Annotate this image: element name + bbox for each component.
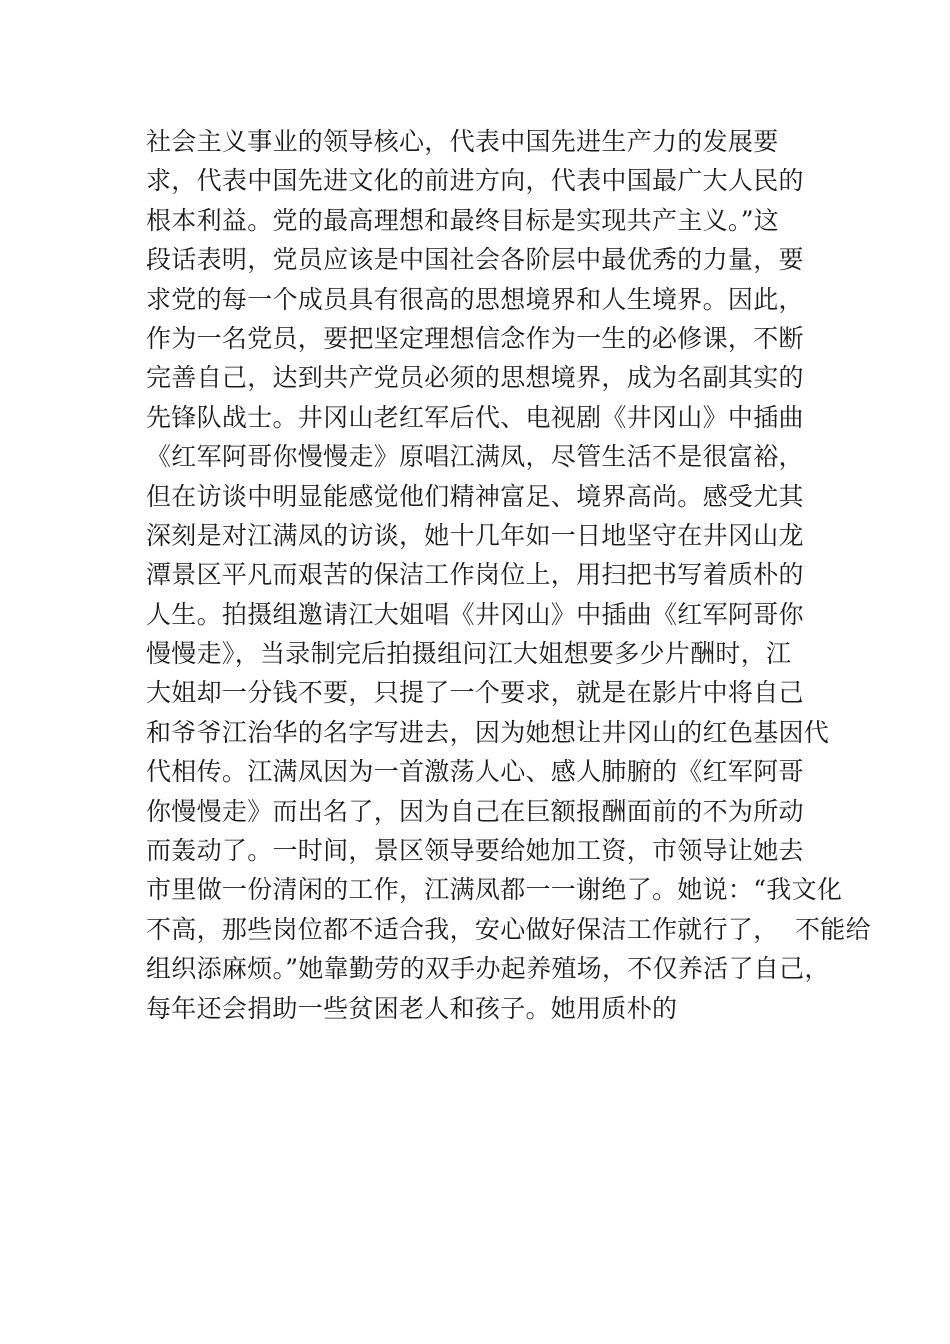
text-line: 慢慢走》，当录制完后拍摄组问江大姐想要多少片酬时，江 (146, 639, 792, 669)
text-line: 段话表明，党员应该是中国社会各阶层中最优秀的力量，要 (146, 245, 804, 275)
text-line: 大姐却一分钱不要，只提了一个要求，就是在影片中将自己 (146, 678, 804, 708)
text-line: 代相传。江满凤因为一首激荡人心、感人肺腑的《红军阿哥 (146, 757, 804, 787)
text-line: 组织添麻烦。”她靠勤劳的双手办起养殖场，不仅养活了自己， (146, 954, 830, 984)
text-line: 求党的每一个成员具有很高的思想境界和人生境界。因此， (146, 284, 804, 314)
text-line: 深刻是对江满凤的访谈，她十几年如一日地坚守在井冈山龙 (146, 520, 804, 550)
text-line: 每年还会捐助一些贫困老人和孩子。她用质朴的 (146, 993, 678, 1023)
text-line: 先锋队战士。井冈山老红军后代、电视剧《井冈山》中插曲 (146, 402, 804, 432)
text-line: 社会主义事业的领导核心，代表中国先进生产力的发展要 (146, 127, 779, 156)
text-line: 人生。拍摄组邀请江大姐唱《井冈山》中插曲《红军阿哥你 (146, 599, 804, 629)
text-line: 根本利益。党的最高理想和最终目标是实现共产主义。”这 (146, 205, 780, 235)
text-line: 求，代表中国先进文化的前进方向，代表中国最广大人民的 (146, 166, 804, 196)
text-line: 潭景区平凡而艰苦的保洁工作岗位上，用扫把书写着质朴的 (146, 560, 804, 590)
text-line: 市里做一份清闲的工作，江满凤都一一谢绝了。她说：“我文化 (146, 875, 843, 905)
text-line: 完善自己，达到共产党员必须的思想境界，成为名副其实的 (146, 363, 804, 393)
text-line: 不高，那些岗位都不适合我，安心做好保洁工作就行了， 不能给 (146, 914, 871, 944)
text-line: 和爷爷江治华的名字写进去，因为她想让井冈山的红色基因代 (146, 717, 830, 747)
body-text (146, 122, 871, 1028)
text-line: 而轰动了。一时间，景区领导要给她加工资，市领导让她去 (146, 836, 804, 866)
text-line: 《红军阿哥你慢慢走》原唱江满凤，尽管生活不是很富裕， (146, 442, 804, 472)
text-line: 作为一名党员，要把坚定理想信念作为一生的必修课，不断 (146, 323, 804, 353)
text-line: 你慢慢走》而出名了，因为自己在巨额报酬面前的不为所动 (146, 796, 804, 826)
text-line: 但在访谈中明显能感觉他们精神富足、境界高尚。感受尤其 (146, 481, 804, 511)
